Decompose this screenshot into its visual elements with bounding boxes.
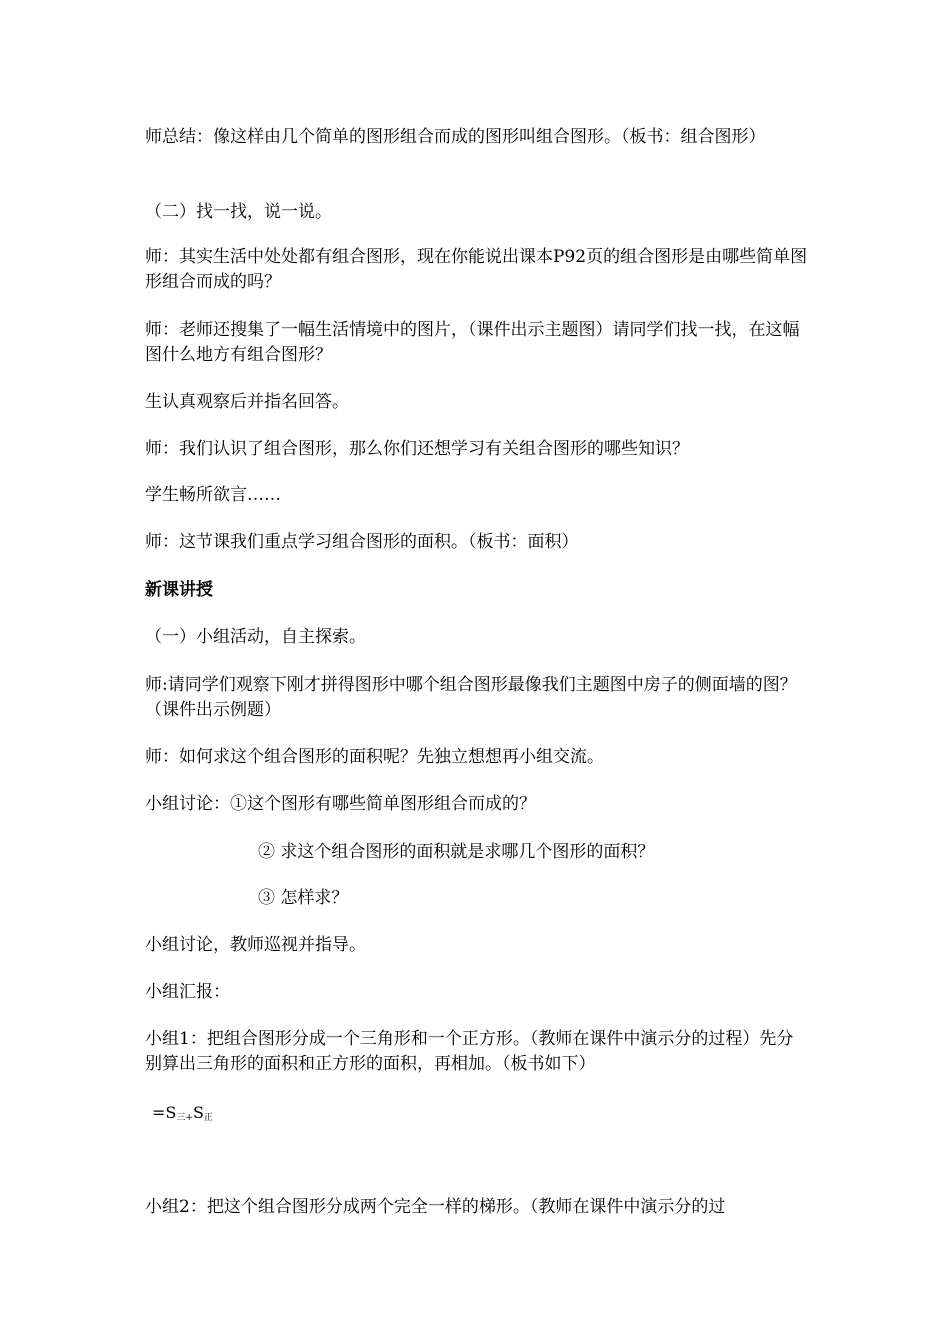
area-question-paragraph: 师：如何求这个组合图形的面积呢？先独立想想再小组交流。 [145, 747, 604, 767]
lesson-focus-paragraph: 师：这节课我们重点学习组合图形的面积。（板书：面积） [145, 532, 579, 552]
teacher-knowledge-paragraph: 师：我们认识了组合图形，那么你们还想学习有关组合图形的哪些知识？ [145, 439, 689, 459]
area-formula [152, 1103, 213, 1128]
section-two-heading: （二）找一找，说一说。 [145, 202, 332, 222]
discussion-item-3: ③ 怎样求？ [258, 888, 349, 908]
discussion-item-1: 小组讨论：①这个图形有哪些简单图形组合而成的？ [145, 794, 536, 814]
group-one-paragraph: 小组1：把组合图形分成一个三角形和一个正方形。（教师在课件中演示分的过程）先分别算出三角形的面积和正方形的面积，再相加。（板书如下） [145, 1029, 794, 1074]
teacher-guidance-paragraph: 小组讨论，教师巡视并指导。 [145, 935, 366, 955]
new-lesson-heading: 新课讲授 [145, 580, 213, 600]
formula-s2: S [192, 1103, 204, 1122]
formula-subscript-triangle: 三 [176, 1113, 186, 1123]
group-activity-heading: （一）小组活动，自主探索。 [145, 627, 366, 647]
group-report-heading: 小组汇报： [145, 982, 230, 1002]
formula-prefix: =S [152, 1103, 177, 1122]
students-speak-paragraph: 学生畅所欲言…… [145, 485, 281, 505]
observe-figure-paragraph: 师:请同学们观察下刚才拼得图形中哪个组合图形最像我们主题图中房子的侧面墙的图？（课件出示例题） [145, 675, 797, 720]
student-answer-paragraph: 生认真观察后并指名回答。 [145, 392, 349, 412]
summary-paragraph: 师总结：像这样由几个简单的图形组合而成的图形叫组合图形。（板书：组合图形） [145, 127, 766, 147]
formula-subscript-square: 正 [203, 1113, 213, 1123]
formula-plus: + [185, 1113, 193, 1123]
group-two-paragraph: 小组2：把这个组合图形分成两个完全一样的梯形。（教师在课件中演示分的过 [145, 1197, 726, 1217]
teacher-question-paragraph: 师：其实生活中处处都有组合图形，现在你能说出课本P92页的组合图形是由哪些简单图形组合而成的吗？ [145, 247, 808, 292]
discussion-item-2: ② 求这个组合图形的面积就是求哪几个图形的面积？ [258, 842, 655, 862]
teacher-picture-paragraph: 师：老师还搜集了一幅生活情境中的图片，（课件出示主题图）请同学们找一找，在这幅图什么地方有组合图形？ [145, 320, 800, 365]
